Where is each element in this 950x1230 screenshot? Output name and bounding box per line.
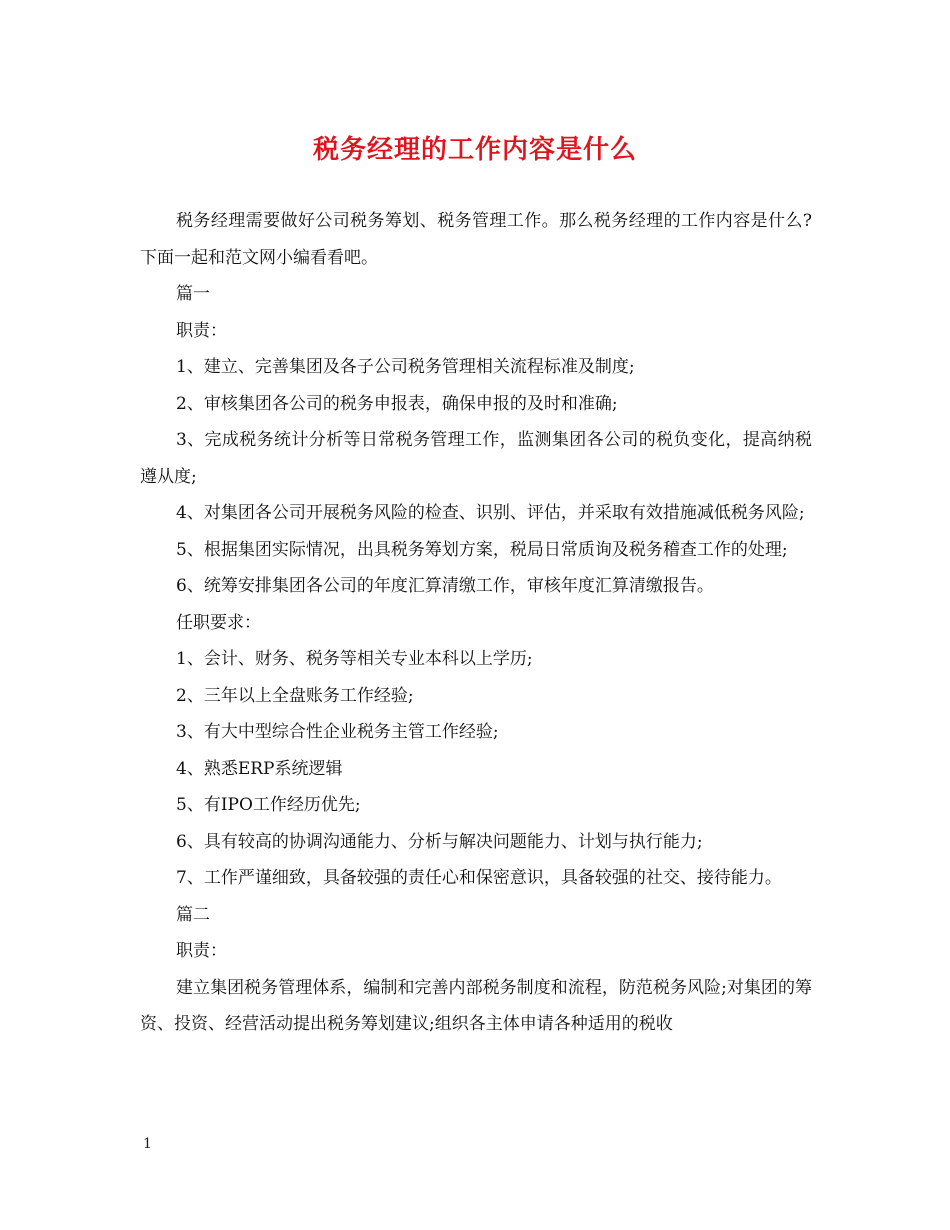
document-body [140, 203, 812, 1043]
list-item: 2、三年以上全盘账务工作经验; [176, 685, 414, 706]
body-paragraph: 建立集团税务管理体系，编制和完善内部税务制度和流程，防范税务风险;对集团的筹资、投资、经营活动提出税务筹划建议;组织各主体申请各种适用的税收 [140, 977, 812, 1034]
list-item: 4、熟悉ERP系统逻辑 [176, 758, 343, 779]
list-item: 7、工作严谨细致，具备较强的责任心和保密意识，具备较强的社交、接待能力。 [176, 868, 782, 888]
section-heading-part-one: 篇一 [176, 284, 210, 304]
document-title: 税务经理的工作内容是什么 [312, 135, 637, 165]
list-item: 2、审核集团各公司的税务申报表，确保申报的及时和准确; [176, 393, 618, 414]
list-item: 5、根据集团实际情况，出具税务筹划方案，税局日常质询及税务稽查工作的处理; [176, 539, 788, 560]
intro-paragraph: 税务经理需要做好公司税务筹划、税务管理工作。那么税务经理的工作内容是什么?下面一起和范文网小编看看吧。 [140, 211, 812, 268]
list-item: 6、具有较高的协调沟通能力、分析与解决问题能力、计划与执行能力; [176, 831, 703, 852]
list-item: 1、会计、财务、税务等相关专业本科以上学历; [176, 649, 533, 669]
list-item: 1、建立、完善集团及各子公司税务管理相关流程标准及制度; [176, 357, 635, 377]
list-item: 6、统筹安排集团各公司的年度汇算清缴工作，审核年度汇算清缴报告。 [176, 576, 714, 596]
requirements-heading: 任职要求： [176, 612, 261, 633]
list-item: 3、完成税务统计分析等日常税务管理工作，监测集团各公司的税负变化，提高纳税遵从度; [140, 430, 812, 487]
section-heading-part-two: 篇二 [176, 904, 210, 925]
responsibilities-heading: 职责： [176, 941, 227, 961]
list-item: 3、有大中型综合性企业税务主管工作经验; [176, 722, 499, 742]
list-item: 4、对集团各公司开展税务风险的检查、识别、评估，并采取有效措施减低税务风险; [176, 503, 805, 523]
page-number: 1 [143, 1136, 152, 1152]
responsibilities-heading: 职责： [176, 320, 227, 341]
list-item: 5、有IPO工作经历优先; [176, 795, 361, 815]
